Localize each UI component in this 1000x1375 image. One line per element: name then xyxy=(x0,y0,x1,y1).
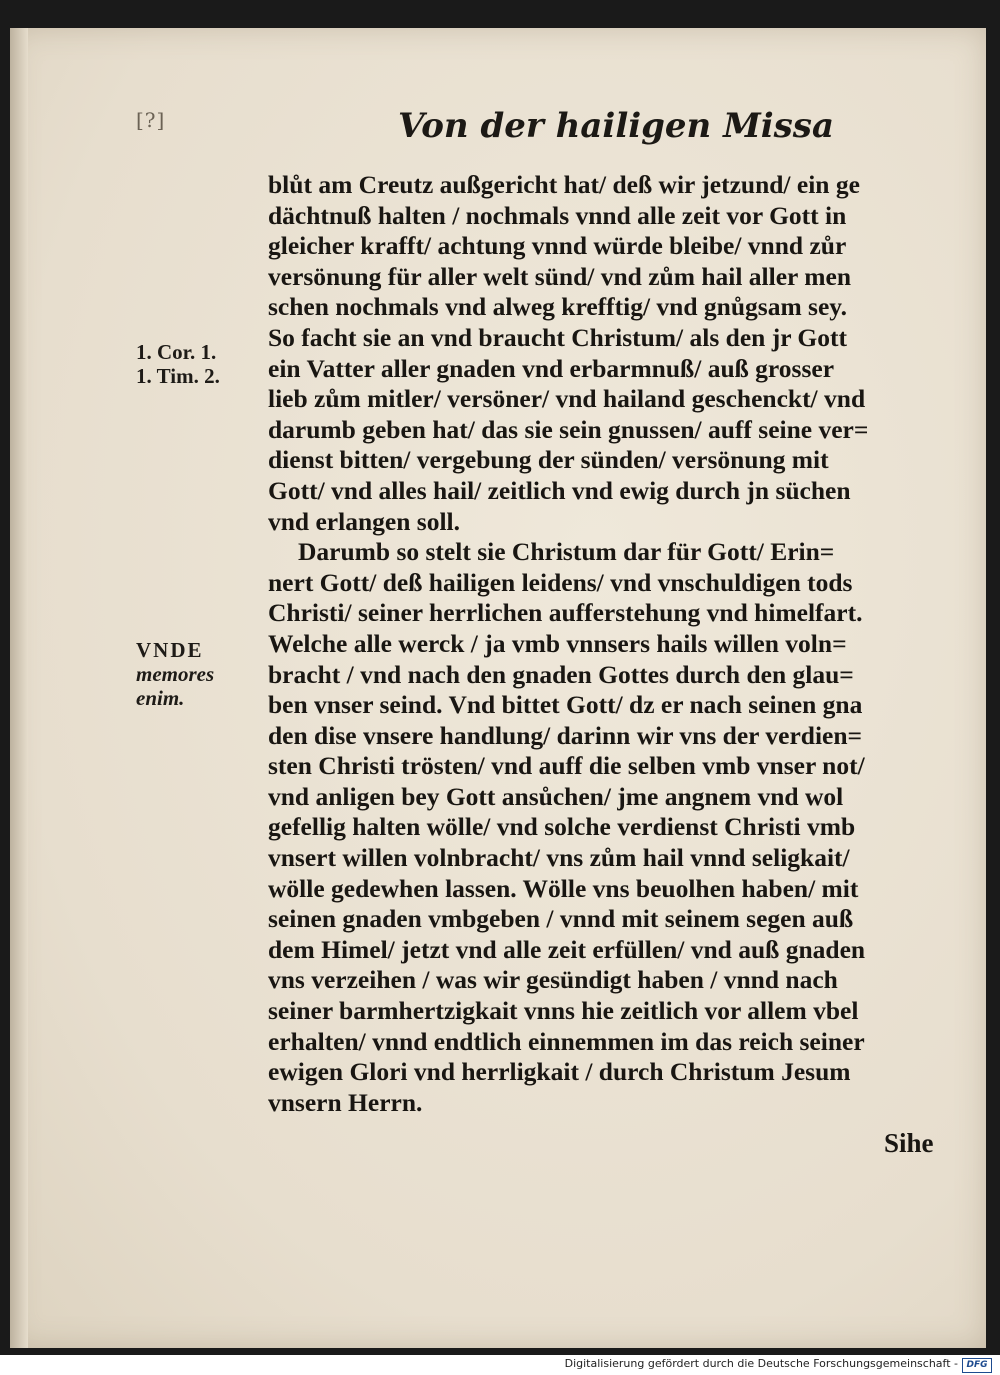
text-line: sten Christi trösten/ vnd auff die selben vmb vnser not/ xyxy=(268,751,865,781)
text-line: schen nochmals vnd alweg krefftig/ vnd gnůgsam sey. xyxy=(268,292,848,322)
margin-note-line: enim. xyxy=(136,686,185,710)
text-line: vnd anligen bey Gott ansůchen/ jme angnem vnd wol xyxy=(268,781,844,811)
text-line: darumb geben hat/ das sie sein gnussen/ auff seine ver= xyxy=(268,414,869,444)
running-head: Von der hailigen Missa xyxy=(398,106,834,146)
text-line: ben vnser seind. Vnd bittet Gott/ dz er nach seinen gna xyxy=(268,690,863,720)
text-line: den dise vnsere handlung/ darinn wir vns der verdien= xyxy=(268,720,863,750)
margin-note-vnde xyxy=(136,638,248,710)
dfg-logo-icon[interactable]: DFG xyxy=(962,1358,992,1373)
text-line: blůt am Creutz außgericht hat/ deß wir jetzund/ ein ge xyxy=(268,170,860,199)
margin-note-line: 1. Cor. 1. xyxy=(136,340,217,364)
text-line: nert Gott/ deß hailigen leidens/ vnd vnschuldigen tods xyxy=(268,567,853,597)
text-line: bracht / vnd nach den gnaden Gottes durch den glau= xyxy=(268,659,854,689)
margin-note-cor-tim xyxy=(136,340,248,388)
book-page xyxy=(10,28,986,1348)
text-line: Gott/ vnd alles hail/ zeitlich vnd ewig durch jn süchen xyxy=(268,475,851,505)
text-line: ewigen Glori vnd herrligkait / durch Christum Jesum xyxy=(268,1057,851,1087)
text-line: vnsert willen volnbracht/ vns zům hail vnnd seligkait/ xyxy=(268,843,850,873)
text-line: dem Himel/ jetzt vnd alle zeit erfüllen/ vnd auß gnaden xyxy=(268,934,866,964)
text-line: gleicher krafft/ achtung vnnd würde bleibe/ vnnd zůr xyxy=(268,231,847,261)
text-line: seinen gnaden vmbgeben / vnnd mit seinem segen auß xyxy=(268,904,854,934)
text-line: Darumb so stelt sie Christum dar für Gott/ Erin= xyxy=(298,537,835,567)
catchword: Sihe xyxy=(884,1128,934,1158)
text-line: gefellig halten wölle/ vnd solche verdienst Christi vmb xyxy=(268,812,856,842)
page-number: [?] xyxy=(136,108,166,132)
body-text xyxy=(268,170,958,1118)
text-line: So facht sie an vnd braucht Christum/ als den jr Gott xyxy=(268,322,847,352)
margin-note-line: VNDE xyxy=(136,638,204,662)
text-line: vnsern Herrn. xyxy=(268,1087,423,1117)
text-line: Welche alle werck / ja vmb vnnsers hails willen voln= xyxy=(268,628,847,658)
text-line: lieb zům mitler/ versöner/ vnd hailand geschenckt/ vnd xyxy=(268,384,866,414)
text-line: vnd erlangen soll. xyxy=(268,506,460,536)
text-line: dächtnuß halten / nochmals vnnd alle zeit vor Gott in xyxy=(268,200,847,230)
text-line: Christi/ seiner herrlichen aufferstehung vnd himelfart. xyxy=(268,598,863,628)
margin-note-line: memores xyxy=(136,662,215,686)
footer-bar xyxy=(0,1355,1000,1375)
text-line: dienst bitten/ vergebung der sünden/ versönung mit xyxy=(268,445,829,475)
funding-notice: Digitalisierung gefördert durch die Deutsche Forschungsgemeinschaft - xyxy=(564,1357,958,1370)
text-line: wölle gedewhen lassen. Wölle vns beuolhen haben/ mit xyxy=(268,873,859,903)
page-gutter xyxy=(10,28,28,1348)
margin-note-line: 1. Tim. 2. xyxy=(136,364,220,388)
text-line: vns verzeihen / was wir gesündigt haben / vnnd nach xyxy=(268,965,838,995)
text-line: versönung für aller welt sünd/ vnd zům hail aller men xyxy=(268,261,852,291)
text-line: ein Vatter aller gnaden vnd erbarmnuß/ auß grosser xyxy=(268,353,835,383)
text-line: seiner barmhertzigkait vnns hie zeitlich vor allem vbel xyxy=(268,996,859,1026)
text-line: erhalten/ vnnd endtlich einnemmen im das reich seiner xyxy=(268,1026,865,1056)
